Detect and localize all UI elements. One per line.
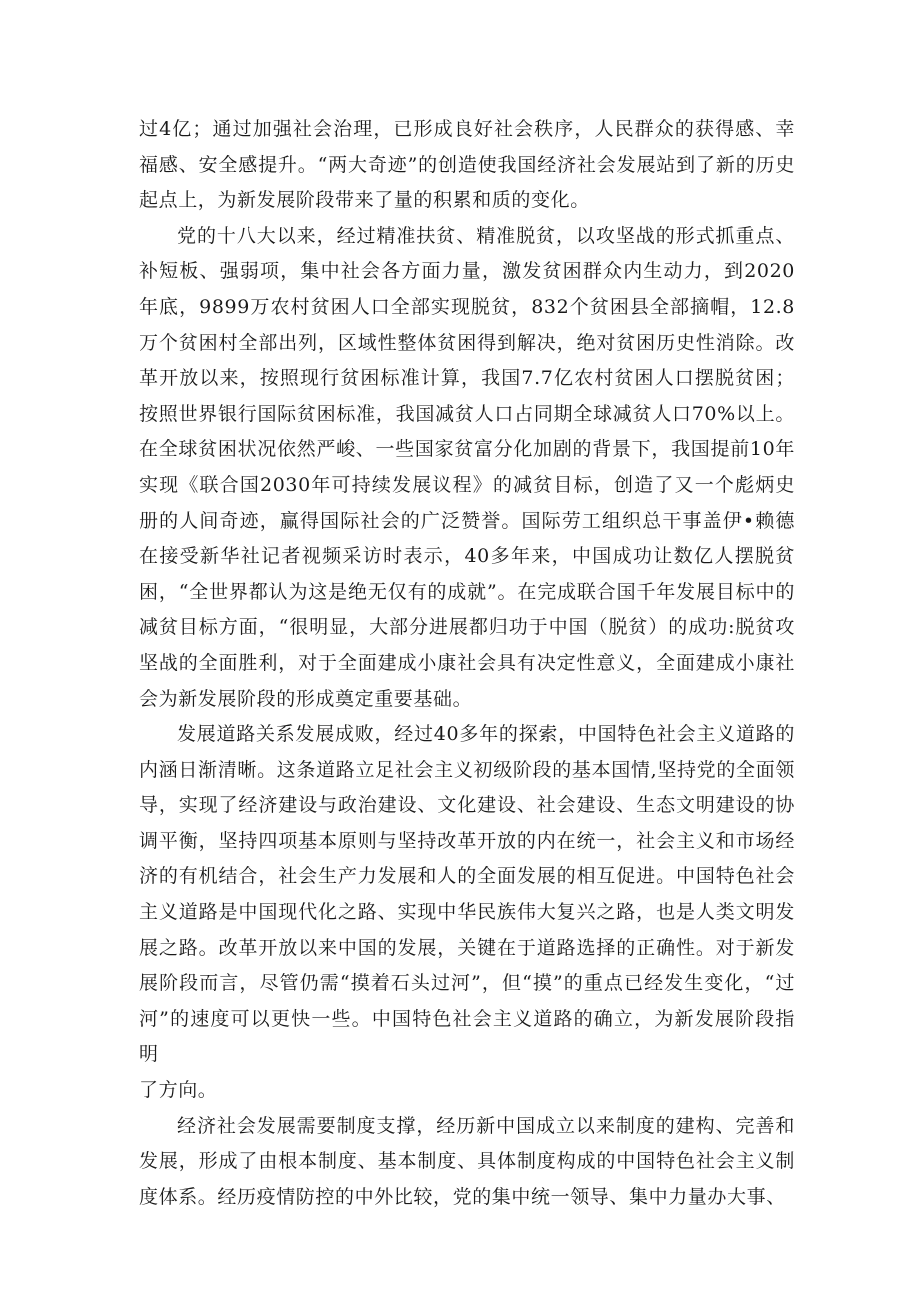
paragraph-line-fragment: 了方向。 xyxy=(139,1079,218,1102)
body-text xyxy=(139,112,795,1215)
paragraph-continuation: 过4亿；通过加强社会治理，已形成良好社会秩序，人民群众的获得感、幸福感、安全感提升。“两大奇迹”的创造使我国经济社会发展站到了新的历史起点上，为新发展阶段带来了量的积累和质的变化。 xyxy=(139,118,795,212)
paragraph-poverty-alleviation: 党的十八大以来，经过精准扶贫、精准脱贫，以攻坚战的形式抓重点、补短板、强弱项，集中社会各方面力量，激发贫困群众内生动力，到2020年底，9899万农村贫困人口全部实现脱贫，832个贫困县全部摘帽，12.8万个贫困村全部出列，区域性整体贫困得到解决，绝对贫困历史性消除。改革开放以来，按照现行贫困标准计算，我国7.7亿农村贫困人口摆脱贫困；按照世界银行国际贫困标准，我国减贫人口占同期全球减贫人口70%以上。在全球贫困状况依然严峻、一些国家贫富分化加剧的背景下，我国提前10年实现《联合国2030年可持续发展议程》的减贫目标，创造了又一个彪炳史册的人间奇迹，赢得国际社会的广泛赞誉。国际劳工组织总干事盖伊•赖德在接受新华社记者视频采访时表示，40多年来，中国成功让数亿人摆脱贫困，“全世界都认为这是绝无仅有的成就”。在完成联合国千年发展目标中的减贫目标方面，“很明显，大部分进展都归功于中国（脱贫）的成功:脱贫攻坚战的全面胜利，对于全面建成小康社会具有决定性意义，全面建成小康社会为新发展阶段的形成奠定重要基础。 xyxy=(139,224,795,710)
paragraph-development-path: 发展道路关系发展成败，经过40多年的探索，中国特色社会主义道路的内涵日渐清晰。这条道路立足社会主义初级阶段的基本国情,坚持党的全面领导，实现了经济建设与政治建设、文化建设、社会建设、生态文明建设的协调平衡，坚持四项基本原则与坚持改革开放的内在统一，社会主义和市场经济的有机结合，社会生产力发展和人的全面发展的相互促进。中国特色社会主义道路是中国现代化之路、实现中华民族伟大复兴之路，也是人类文明发展之路。改革开放以来中国的发展，关键在于道路选择的正确性。对于新发展阶段而言，尽管仍需“摸着石头过河”，但“摸”的重点已经发生变化，“过河”的速度可以更快一些。中国特色社会主义道路的确立，为新发展阶段指明 xyxy=(139,723,795,1066)
paragraph-institutional-system: 经济社会发展需要制度支撑，经历新中国成立以来制度的建构、完善和发展，形成了由根本制度、基本制度、具体制度构成的中国特色社会主义制度体系。经历疫情防控的中外比较，党的集中统一领导、集中力量办大事、 xyxy=(139,1114,795,1208)
